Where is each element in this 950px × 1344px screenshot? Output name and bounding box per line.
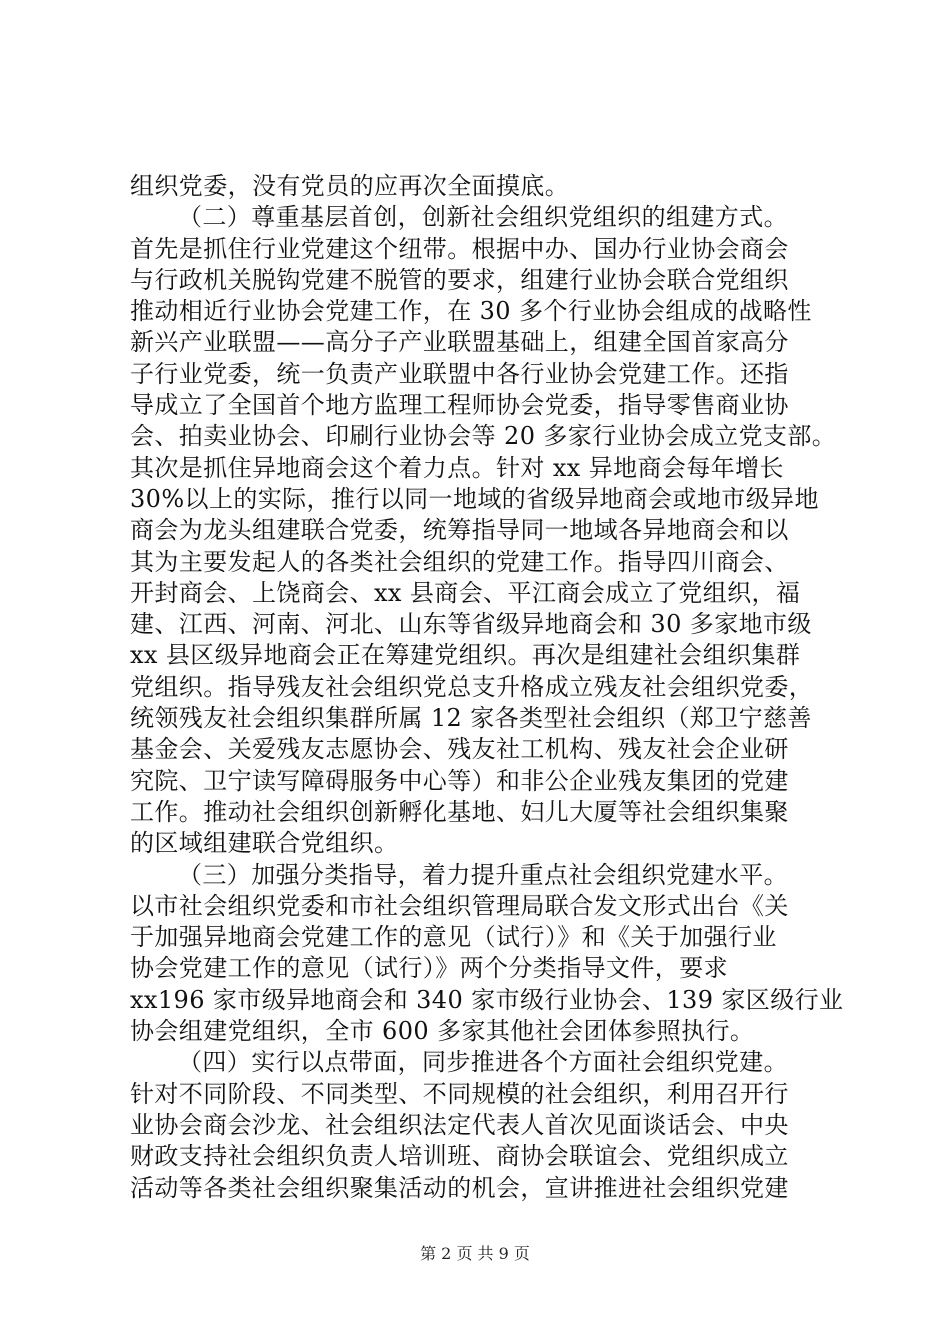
text-line: 其为主要发起人的各类社会组织的党建工作。指导四川商会、: [130, 547, 789, 576]
text-line: 会、拍卖业协会、印刷行业协会等 20 多家行业协会成立党支部。: [130, 422, 837, 451]
paragraph-heading-line: （四）实行以点带面，同步推进各个方面社会组织党建。: [178, 1048, 788, 1077]
text-line: 统领残友社会组织集群所属 12 家各类型社会组织（郑卫宁慈善: [130, 704, 812, 733]
text-line: 党组织。指导残友社会组织党总支升格成立残友社会组织党委，: [130, 672, 814, 701]
text-line: 商会为龙头组建联合党委，统筹指导同一地域各异地商会和以: [130, 516, 789, 545]
text-line: 财政支持社会组织负责人培训班、商协会联谊会、党组织成立: [130, 1142, 789, 1171]
paragraph-heading-line: （三）加强分类指导，着力提升重点社会组织党建水平。: [178, 860, 788, 889]
text-line: 究院、卫宁读写障碍服务中心等）和非公企业残友集团的党建: [130, 766, 789, 795]
text-line: 基金会、关爱残友志愿协会、残友社工机构、残友社会企业研: [130, 735, 789, 764]
text-line: 业协会商会沙龙、社会组织法定代表人首次见面谈话会、中央: [130, 1110, 789, 1139]
paragraph-heading-line: （二）尊重基层首创，创新社会组织党组织的组建方式。: [178, 203, 788, 232]
text-line: 组织党委，没有党员的应再次全面摸底。: [130, 172, 570, 200]
text-line: 针对不同阶段、不同类型、不同规模的社会组织，利用召开行: [130, 1079, 789, 1108]
text-line: 的区域组建联合党组织。: [130, 829, 399, 858]
text-line: 于加强异地商会党建工作的意见（试行）》和《关于加强行业: [130, 923, 777, 952]
text-line: 导成立了全国首个地方监理工程师协会党委，指导零售商业协: [130, 391, 789, 420]
text-line: 推动相近行业协会党建工作，在 30 多个行业协会组成的战略性: [130, 297, 812, 326]
text-line: xx 县区级异地商会正在筹建党组织。再次是组建社会组织集群: [130, 641, 801, 670]
text-line: 工作。推动社会组织创新孵化基地、妇儿大厦等社会组织集聚: [130, 797, 789, 826]
text-line: 以市社会组织党委和市社会组织管理局联合发文形式出台《关: [130, 891, 789, 920]
body-text: [130, 171, 844, 1204]
text-line: 与行政机关脱钩党建不脱管的要求，组建行业协会联合党组织: [130, 265, 789, 294]
text-line: 其次是抓住异地商会这个着力点。针对 xx 异地商会每年增长: [130, 453, 784, 482]
text-line: 建、江西、河南、河北、山东等省级异地商会和 30 多家地市级: [130, 610, 812, 639]
text-line: 首先是抓住行业党建这个纽带。根据中办、国办行业协会商会: [130, 234, 789, 263]
text-line: xx196 家市级异地商会和 340 家市级行业协会、139 家区级行业: [130, 985, 844, 1014]
text-line: 新兴产业联盟——高分子产业联盟基础上，组建全国首家高分: [130, 328, 789, 357]
page-footer: 第 2 页 共 9 页: [420, 1244, 530, 1263]
text-line: 协会党建工作的意见（试行）》两个分类指导文件，要求: [130, 954, 728, 983]
text-line: 开封商会、上饶商会、xx 县商会、平江商会成立了党组织，福: [130, 578, 801, 607]
text-line: 活动等各类社会组织聚集活动的机会，宣讲推进社会组织党建: [130, 1173, 789, 1202]
text-line: 子行业党委，统一负责产业联盟中各行业协会党建工作。还指: [130, 359, 789, 388]
text-line: 协会组建党组织，全市 600 多家其他社会团体参照执行。: [130, 1017, 755, 1046]
text-line: 30%以上的实际，推行以同一地域的省级异地商会或地市级异地: [130, 484, 819, 513]
